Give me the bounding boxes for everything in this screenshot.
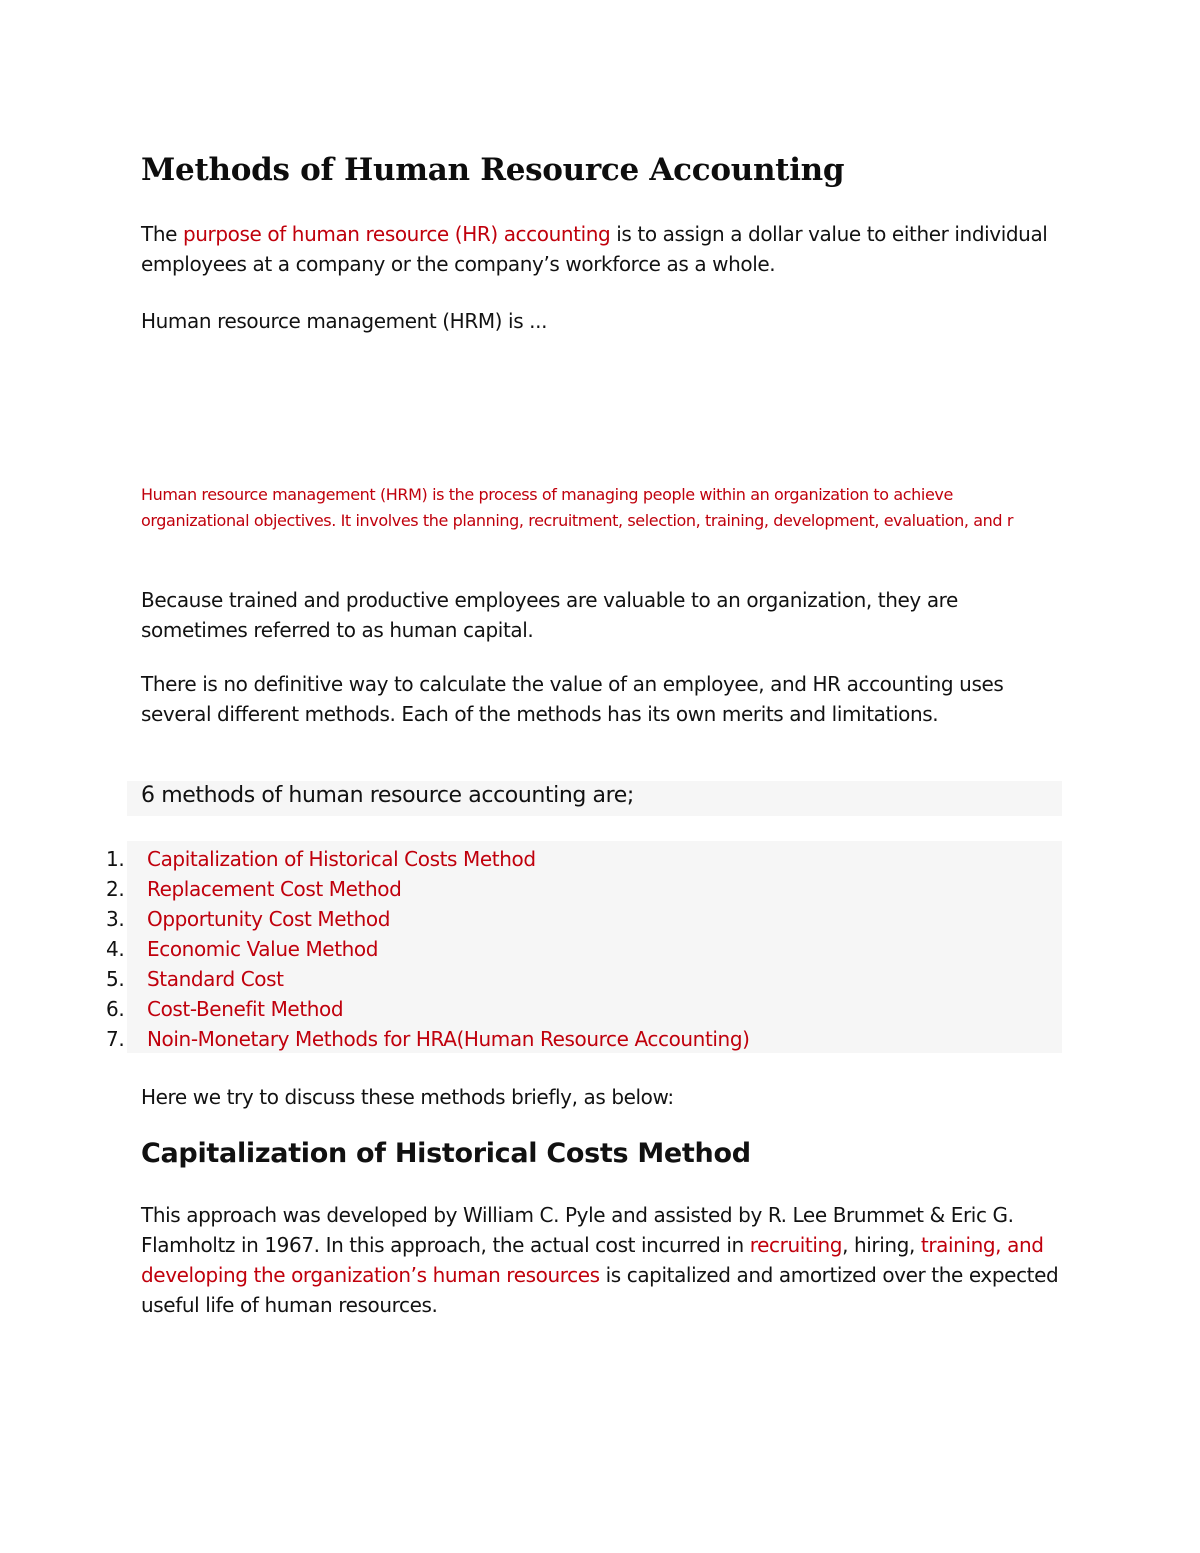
list-item[interactable] xyxy=(100,904,750,934)
intro-prefix: The xyxy=(141,222,183,246)
method-link[interactable]: Replacement Cost Method xyxy=(147,877,402,901)
list-item[interactable] xyxy=(100,994,750,1024)
list-item[interactable] xyxy=(100,844,750,874)
hrm-definition-paragraph: Human resource management (HRM) is the process of managing people within an organization to achieve organizational objectives. It involves the planning, recruitment, selection, training, development, evaluation, and r xyxy=(141,485,1014,530)
list-item[interactable] xyxy=(100,1024,750,1054)
human-capital-paragraph: Because trained and productive employees are valuable to an organization, they are sometimes referred to as human capital. xyxy=(141,588,958,642)
methods-heading-block xyxy=(127,781,1062,816)
list-item[interactable] xyxy=(100,934,750,964)
recruiting-link[interactable]: recruiting xyxy=(749,1233,843,1257)
method-link[interactable]: Noin-Monetary Methods for HRA(Human Resource Accounting) xyxy=(147,1027,750,1051)
list-item[interactable] xyxy=(100,964,750,994)
list-item[interactable] xyxy=(100,874,750,904)
list-item-number: 7. xyxy=(106,1027,125,1051)
methods-list xyxy=(100,844,750,1054)
methods-overview-paragraph: There is no definitive way to calculate the value of an employee, and HR accounting uses several different methods. Each of the methods has its own merits and limitations. xyxy=(141,672,1004,726)
method-link[interactable]: Capitalization of Historical Costs Method xyxy=(147,847,536,871)
method-link[interactable]: Opportunity Cost Method xyxy=(147,907,391,931)
list-item-number: 2. xyxy=(106,877,125,901)
methods-heading: 6 methods of human resource accounting are; xyxy=(141,783,634,808)
hr-accounting-link[interactable]: purpose of human resource (HR) accounting xyxy=(182,222,611,246)
hrm-teaser-paragraph: Human resource management (HRM) is ... xyxy=(141,309,548,333)
list-item-number: 6. xyxy=(106,997,125,1021)
intro-suffix: is to assign a dollar value to either individual employees at a company or the company’s workforce as a whole. xyxy=(141,222,1048,276)
section-heading: Capitalization of Historical Costs Method xyxy=(141,1138,751,1169)
section-paragraph xyxy=(141,1200,1061,1320)
list-item-number: 5. xyxy=(106,967,125,991)
method-link[interactable]: Economic Value Method xyxy=(147,937,379,961)
intro-paragraph xyxy=(141,219,1061,279)
section-text-1: This approach was developed by William C. Pyle and assisted by R. Lee Brummet & Eric G. Flamholtz in 1967. In this approach, the actual cost incurred in xyxy=(141,1203,1014,1257)
section-text-3: is capitalized and amortized over the expected useful life of human resources. xyxy=(141,1263,1059,1317)
section-text-2: , hiring, xyxy=(842,1233,921,1257)
list-item-number: 1. xyxy=(106,847,125,871)
page-title: Methods of Human Resource Accounting xyxy=(141,152,845,188)
training-link[interactable]: training, and developing the organization’s human resources xyxy=(141,1233,1044,1287)
list-item-number: 4. xyxy=(106,937,125,961)
discuss-paragraph: Here we try to discuss these methods briefly, as below: xyxy=(141,1085,674,1109)
method-link[interactable]: Cost-Benefit Method xyxy=(147,997,344,1021)
method-link[interactable]: Standard Cost xyxy=(147,967,284,991)
list-item-number: 3. xyxy=(106,907,125,931)
